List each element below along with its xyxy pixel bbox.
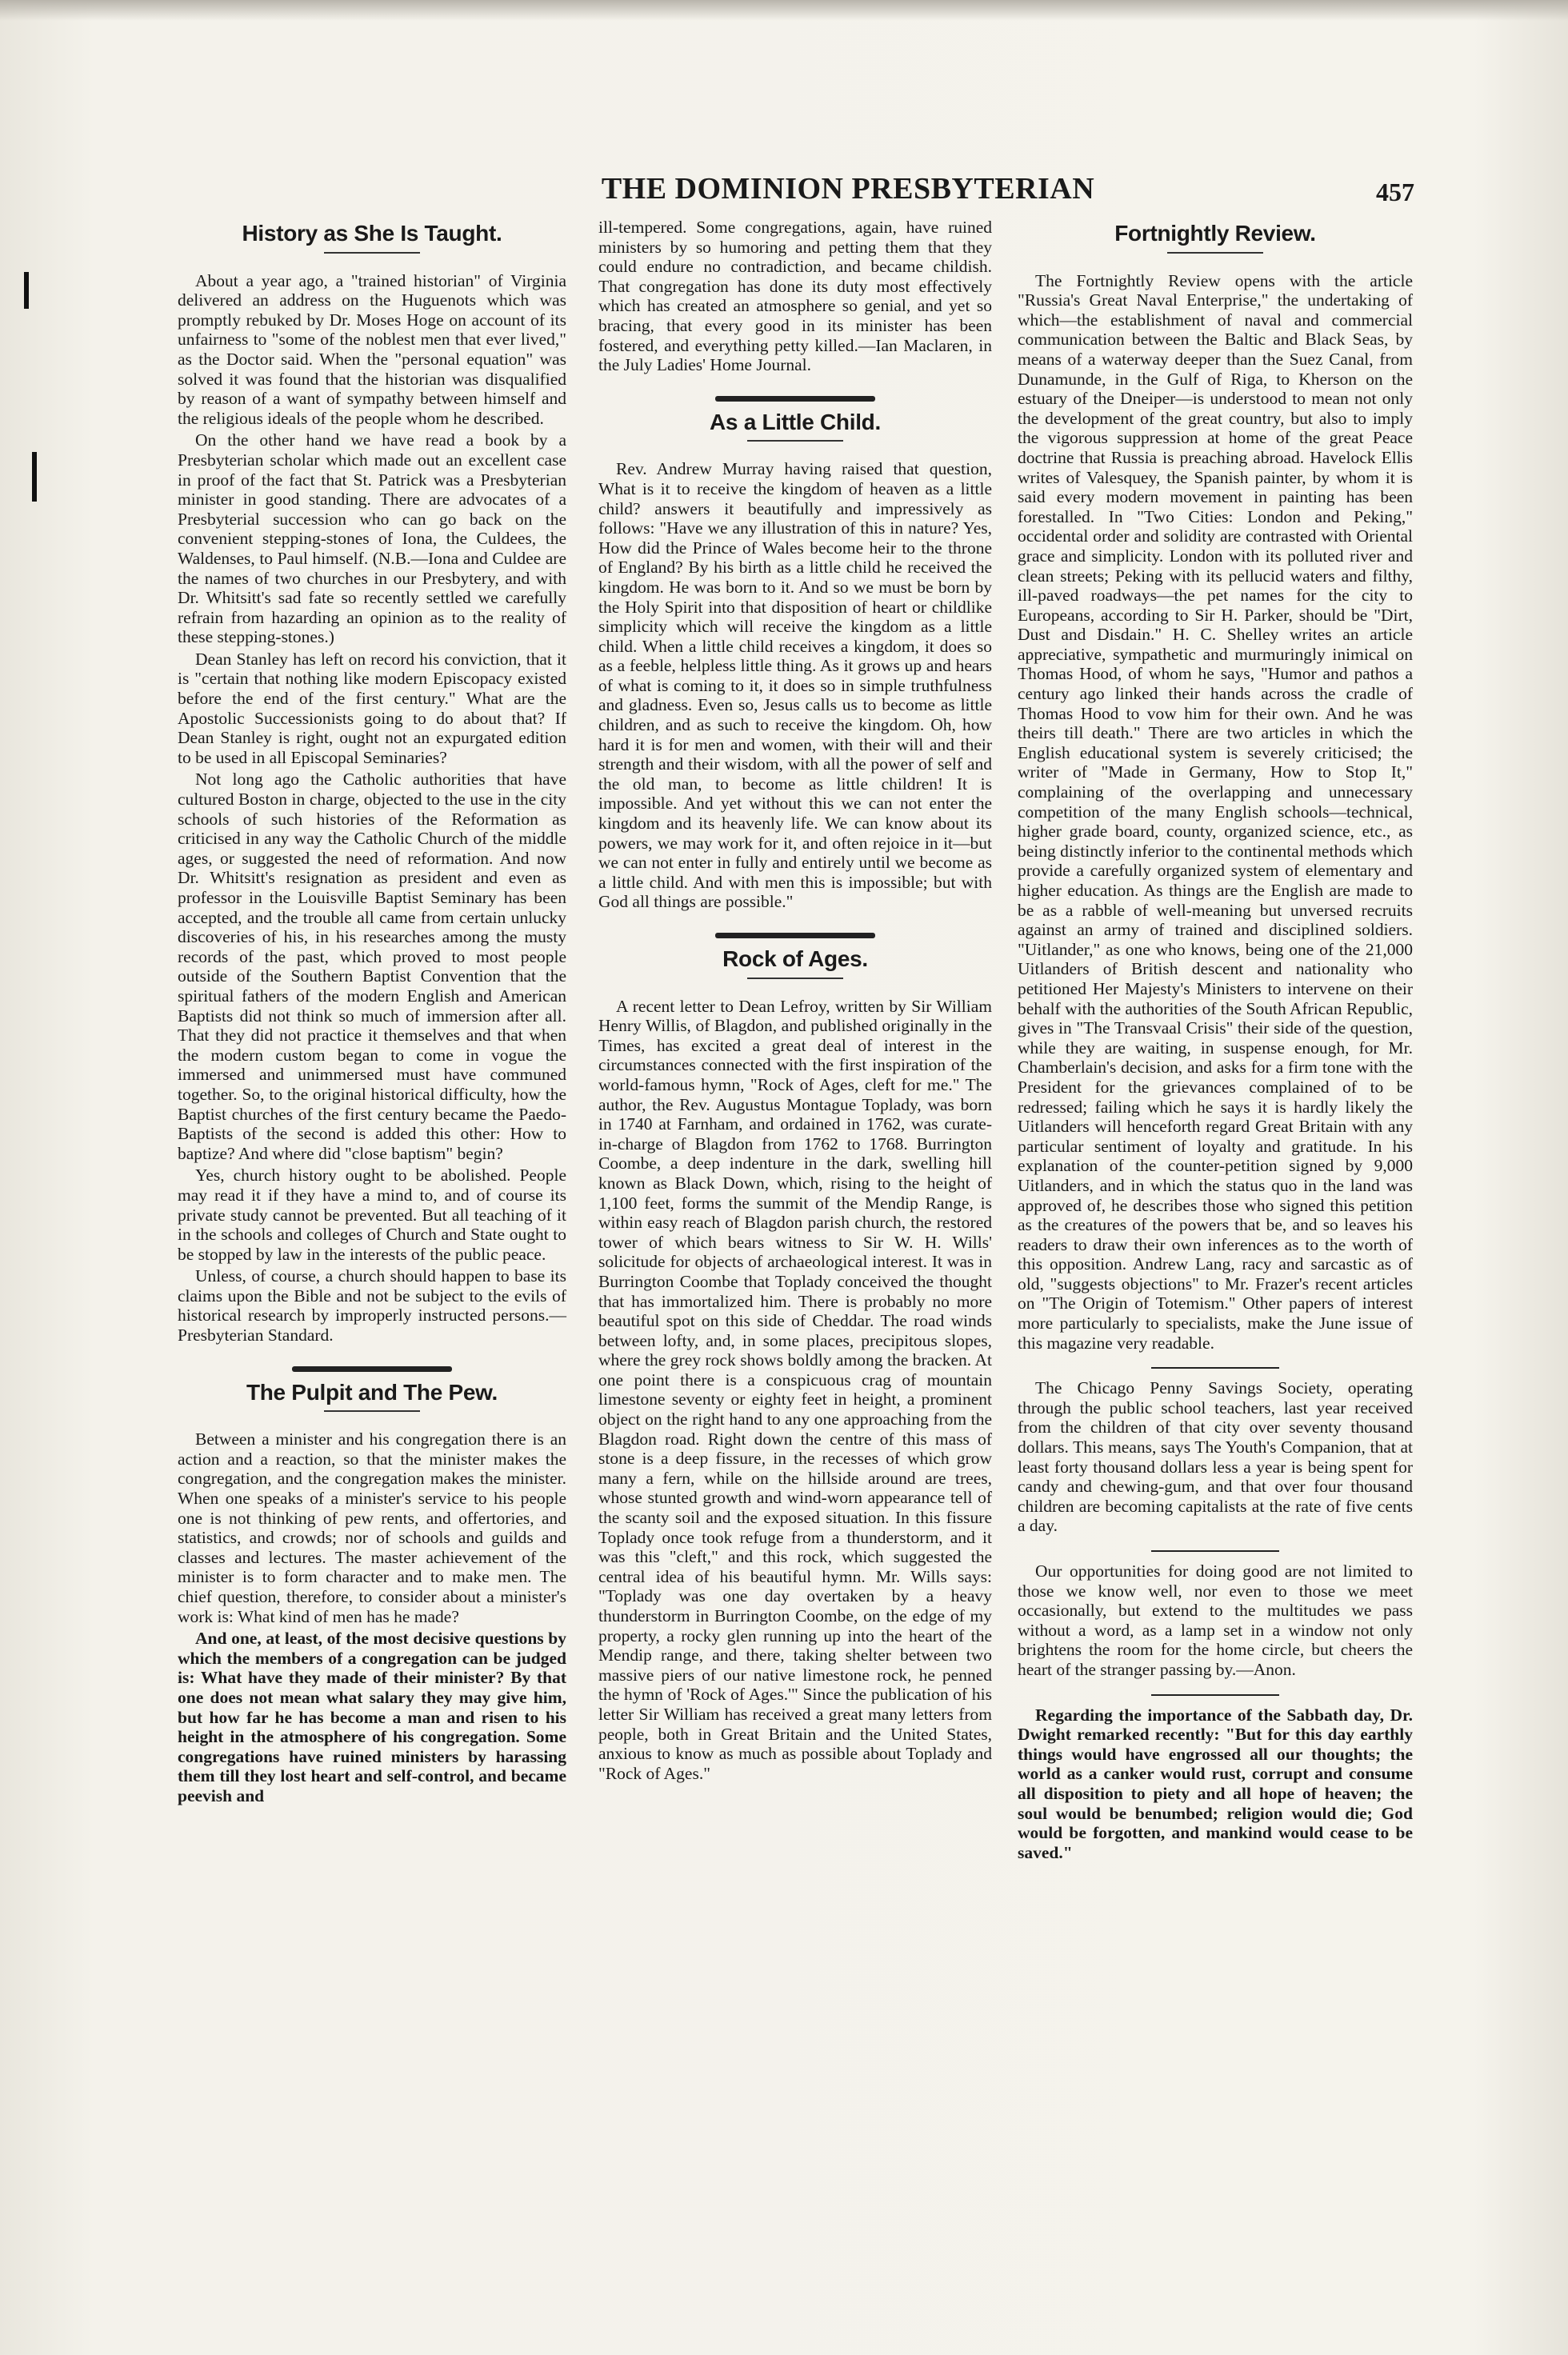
heading-rule <box>747 978 843 979</box>
margin-mark <box>24 272 29 309</box>
paragraph: Our opportunities for doing good are not limited to those we know well, nor even to those we meet occasionally, but extend to the multitudes we pass without a word, as a lamp set in a window not only brightens the room for the home circle, but cheers the heart of the stranger passing by.—Anon. <box>1018 1561 1413 1679</box>
paragraph: The Chicago Penny Savings Society, operating through the public school teachers, last year received from the children of that city over seventy thousand dollars. This means, says The Youth's Companion, that at least forty thousand dollars less a year is being spent for candy and chewing-gum, and that over four thousand children are becoming capitalists at the rate of five cents a day. <box>1018 1378 1413 1536</box>
heading-rule <box>324 1410 420 1412</box>
paragraph: Yes, church history ought to be abolished. People may read it if they have a mind to, and of course its private study cannot be prevented. But all teaching of it in the schools and colleges of Church and State ought to be stopped by law in the interests of the public peace. <box>178 1166 566 1264</box>
paragraph: On the other hand we have read a book by a Presbyterian scholar which made out an excellent case in proof of the fact that St. Patrick was a Presbyterian minister in good standing. There are advocates of a Presbyterial succession who can go back on the convenient stepping-stones of Iona, the Culdees, the Waldenses, to Paul himself. (N.B.—Iona and Culdee are the names of two churches in our Presbytery, and with Dr. Whitsitt's sad fate so recently settled we carefully refrain from hazarding an opinion as to the reality of these stepping-stones.) <box>178 430 566 647</box>
paragraph: The Fortnightly Review opens with the article "Russia's Great Naval Enterprise," the undertaking of which—the establishment of naval and commercial communication between the Baltic and Black Seas, by means of a waterway deeper than the Suez Canal, from Dunamunde, in the Gulf of Riga, to Kherson on the estuary of the Dneiper—is understood to mean not only the development of the great country, but also to imply the vigorous suppression at home of the great Peace doctrine that Russia is preaching abroad. Havelock Ellis writes of Valesquey, the Spanish painter, by whom it is said every modern movement in painting has been forestalled. In "Two Cities: London and Peking," occidental order and solidity are contrasted with Oriental grace and simplicity. London with its polluted river and clean streets; Peking with its pellucid waters and filthy, ill-paved roadways—the pet names for the city to Europeans, according to Sir H. Parker, should be "Dirt, Dust and Disdain." H. C. Shelley writes an article appreciative, sympathetic and murmuringly inimical on Thomas Hood, of whom he says, "Humor and pathos a century ago linked their hands across the cradle of Thomas Hood to vow him for their own. And he was theirs till death." There are two articles in which the English educational system is severely criticised; the writer of "Made in Germany, How to Stop It," complaining of the overlapping and unnecessary competition of the many English schools—technical, higher grade board, county, organized science, etc., as being distinctly inferior to the continental methods which provide a carefully organized system of elementary and higher education. As things are the English are made to be as a rabble of well-meaning but unversed recruits against an army of trained and disciplined soldiers. "Uitlander," as one who knows, being one of the 21,000 Uitlanders of British descent and nationality who petitioned Her Majesty's Ministers to intervene on their behalf with the authorities of the South African Republic, gives in "The Transvaal Crisis" their side of the question, while they are waiting, in suspense enough, for Mr. Chamberlain's decision, and asks for a firm tone with the President for the grievances complained of to be redressed; failing which he says it is hardly likely the Uitlanders will henceforth regard Great Britain with any particular sentiment of loyalty and gratitude. In his explanation of the counter-petition signed by 9,000 Uitlanders, and in which the status quo in the land was approved of, he describes those who signed this petition as the creatures of the powers that be, and so leaves his readers to draw their own inferences as to the worth of this opposition. Andrew Lang, racy and sarcastic as of old, "suggests objections" to Mr. Frazer's recent articles on "The Origin of Totemism." Other papers of interest more particularly to specialists, make the June issue of this magazine very readable. <box>1018 270 1413 1353</box>
heading-rule <box>324 252 420 254</box>
section-divider <box>292 1366 452 1372</box>
column-middle <box>598 218 992 1783</box>
paragraph: And one, at least, of the most decisive questions by which the members of a congregation can be judged is: What have they made of their minister? By that one does not mean what salary they may give him, but how far he has become a man and risen to his height in the atmosphere of his congregation. Some congregations have ruined ministers by harassing them till they lost heart and self-control, and became peevish and <box>178 1629 566 1805</box>
section-divider <box>715 396 875 402</box>
paragraph: ill-tempered. Some congregations, again, have ruined ministers by so humoring and petting them that they could endure no contradiction, and became childish. That congregation has done its duty most effectively which has created an atmosphere so genial, and yet so bracing, that every good in its minister has been fostered, and everything petty killed.—Ian Maclaren, in the July Ladies' Home Journal. <box>598 218 992 375</box>
paragraph: About a year ago, a "trained historian" of Virginia delivered an address on the Huguenots which was promptly rebuked by Dr. Moses Hoge on account of its unfairness to "some of the noblest men that ever lived," as the Doctor said. When the "personal equation" was solved it was found that the historian was disqualified by reason of a want of sympathy between himself and the religious ideals of the people whom he described. <box>178 270 566 428</box>
margin-mark <box>32 452 37 502</box>
paragraph: Rev. Andrew Murray having raised that question, What is it to receive the kingdom of heaven as a little child? answers it beautifully and impressively as follows: "Have we any illustration of this in nature? Yes, How did the Prince of Wales become heir to the throne of England? By his birth as a little child he received the kingdom. He was born to it. And so we must be born by the Holy Spirit into that disposition of heart or childlike simplicity which will receive the kingdom as a little child. When a little child receives a kingdom, it does so as a feeble, helpless little thing. As it grows up and hears of what is coming to it, it does so in simple truthfulness and gladness. Even so, Jesus calls us to become as little children, and as such to receive the kingdom. Oh, how hard it is for men and women, with their will and their strength and their wisdom, with all the power of self and the old man, to become as little children! It is impossible. And yet without this we can not enter the kingdom and its heavenly life. We can know about its powers, we may work for it, and often rejoice in it—but we can not enter in fully and entirely until we become as a little child. And with men this is impossible; but with God all things are possible." <box>598 459 992 912</box>
article-heading-rock-of-ages: Rock of Ages. <box>722 946 868 971</box>
section-divider <box>715 933 875 938</box>
section-divider <box>1151 1367 1279 1369</box>
scan-top-shadow <box>0 0 1568 21</box>
heading-rule <box>747 440 843 442</box>
paragraph: Unless, of course, a church should happen to base its claims upon the Bible and not be subject to the evils of historical research by improperly instructed persons.—Presbyterian Standard. <box>178 1266 566 1345</box>
heading-rule <box>1167 252 1263 254</box>
masthead-title: THE DOMINION PRESBYTERIAN <box>601 172 1095 206</box>
section-divider <box>1151 1694 1279 1696</box>
article-heading-little-child: As a Little Child. <box>710 409 881 434</box>
article-heading-history: History as She Is Taught. <box>242 221 502 246</box>
paragraph: Regarding the importance of the Sabbath day, Dr. Dwight remarked recently: "But for this day earthly things would have engrossed all our thoughts; the world as a canker would rust, corrupt and consume all disposition to piety and all hope of heaven; the soul would be benumbed; religion would die; God would be forgotten, and mankind would cease to be saved." <box>1018 1705 1413 1862</box>
section-divider <box>1151 1550 1279 1552</box>
paragraph: Not long ago the Catholic authorities that have cultured Boston in charge, objected to the use in the city schools of such histories of the Reformation as criticised in any way the Catholic Church of the middle ages, or suggested the need of reformation. And now Dr. Whitsitt's resignation as president and even as professor in the Louisville Baptist Seminary has been accepted, and the trouble all came from certain unlucky discoveries of his, in his researches among the musty records of the past, which proved to most people outside of the Southern Baptist Convention that the spiritual fathers of the modern English and American Baptists did not think so much of immersion after all. That they did not practice it themselves and that when the modern custom began to come in vogue the immersed and unimmersed must have communed together. So, to the original historical difficulty, how the Baptist churches of the first century became the Paedo-Baptists of the second is added this other: How to baptize? And where did "close baptism" begin? <box>178 770 566 1163</box>
page-number: 457 <box>1376 178 1414 206</box>
paragraph: Between a minister and his congregation there is an action and a reaction, so that the minister makes the congregation, and the congregation makes the minister. When one speaks of a minister's service to his people one is not thinking of pew rents, and offertories, and statistics, and crowds; nor of schools and guilds and classes and lectures. The master achievement of the minister is to form character and to make men. The chief question, therefore, to consider about a minister's work is: What kind of men has he made? <box>178 1429 566 1626</box>
column-right <box>1018 218 1413 1862</box>
article-heading-pulpit: The Pulpit and The Pew. <box>246 1379 498 1405</box>
paragraph: Dean Stanley has left on record his conviction, that it is "certain that nothing like modern Episcopacy existed before the end of the first century." What are the Apostolic Successionists going to do about that? If Dean Stanley is right, ought not an expurgated edition to be used in all Episcopal Seminaries? <box>178 649 566 767</box>
article-heading-fortnightly: Fortnightly Review. <box>1114 221 1316 246</box>
paragraph: A recent letter to Dean Lefroy, written by Sir William Henry Willis, of Blagdon, and published originally in the Times, has excited a great deal of interest in the circumstances connected with the first inspiration of the world-famous hymn, "Rock of Ages, cleft for me." The author, the Rev. Augustus Montague Toplady, was born in 1740 at Farnham, and ordained in 1762, was curate-in-charge of Blagdon from 1762 to 1768. Burrington Coombe, a deep indenture in the dark, swelling hill known as Black Down, which, rising to the height of 1,100 feet, forms the summit of the Mendip Range, is within easy reach of Blagdon parish church, the restored tower of which bears witness to Sir W. H. Wills' solicitude for objects of archaeological interest. It was in Burrington Coombe that Toplady conceived the thought that has immortalized him. There is probably no more beautiful spot on this side of Cheddar. The road winds between lofty, and, in some places, precipitous slopes, where the grey rock shows boldly among the bracken. At one point there is a conspicuous crag of mountain limestone seventy or eighty feet in height, a prominent object on the right hand to any one approaching from the Blagdon road. Right down the centre of this mass of stone is a deep fissure, in the recesses of which grow many a fern, while on the hillside around are trees, whose stunted growth and wind-worn appearance tell of the scanty soil and the exposed situation. In this fissure Toplady once took refuge from a thunderstorm, and it was this "cleft," and this rock, which suggested the central idea of his beautiful hymn. Mr. Wills says: "Toplady was one day overtaken by a heavy thunderstorm in Burrington Coombe, on the edge of my property, a rocky glen running up into the heart of the Mendip range, and there, taking shelter between two massive piers of our native limestone rock, he penned the hymn of 'Rock of Ages.'" Since the publication of his letter Sir William has received a great many letters from people, both in Great Britain and the United States, anxious to know as much as possible about Toplady and "Rock of Ages." <box>598 996 992 1783</box>
column-left <box>178 218 566 1806</box>
